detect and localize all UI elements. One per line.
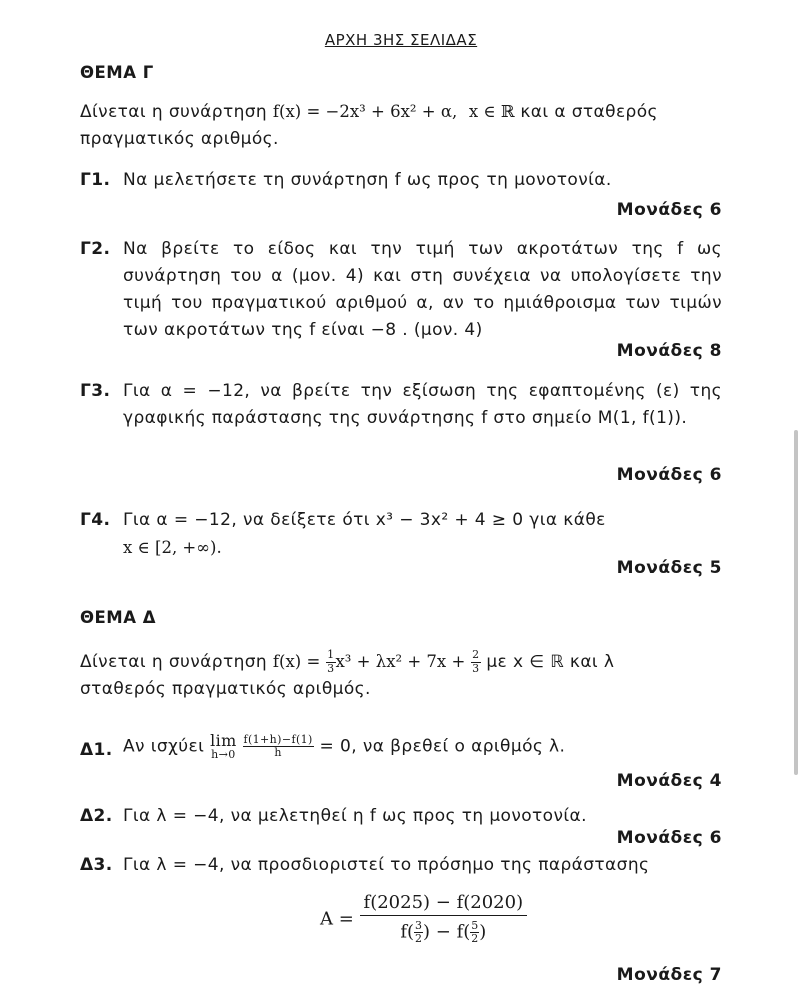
theme-d-title: ΘΕΜΑ Δ [80,608,157,627]
expr-denominator: f( $\frac{3}{2}$ ) − f( $\frac{5}{2}$ ) [400,918,487,945]
limit-symbol [210,733,237,760]
question-label: Δ3. [80,855,113,875]
question-text-b: x ∈ [2, +∞). [123,538,222,557]
question-label: Δ1. [80,740,113,760]
marks-g3: Μονάδες 6 [616,465,722,485]
expr-fraction [360,893,528,945]
question-text [123,733,722,761]
intro-text-c: σταθερός πραγματικός αριθμός. [80,679,371,699]
frac-num: f(1+h)−f(1) [243,732,313,746]
question-text-a: Για α = −12, να δείξετε ότι x³ − 3x² + 4 ≥ 0 για κάθε [123,510,606,530]
question-text [123,507,722,562]
frac-num: 3 [415,918,423,932]
fraction-three-halves [414,920,423,945]
frac-den: 3 [472,661,480,675]
question-label: Δ2. [80,806,113,826]
question-text: Για λ = −4, να προσδιοριστεί το πρόσημο της παράστασης [123,855,650,875]
marks-d2: Μονάδες 6 [616,828,722,848]
intro-text-b: και α σταθερός [520,102,658,122]
den-minus-f: − f [430,921,464,943]
lim-text: lim [210,731,237,750]
function-formula-a: f(x) = [272,652,321,671]
question-text: Να βρείτε το είδος και την τιμή των ακροτάτων της f ως συνάρτηση του α (μον. 4) και στη συνέχεια να υπολογίσετε την τιμή του πραγματικού αριθμού α, αν το ημιάθροισμα των τιμών των ακροτάτων της f είναι −8 . (μον. 4) [123,239,722,340]
question-label: Γ3. [80,381,111,401]
marks-g4: Μονάδες 5 [616,558,722,578]
domain-text: x ∈ ℝ [468,102,515,121]
theme-g-title: ΘΕΜΑ Γ [80,63,154,82]
question-g3 [80,378,722,432]
question-text: Για α = −12, να βρείτε την εξίσωση της εφαπτομένης (ε) της γραφικής παράστασης της συνάρτησης f στο σημείο M(1, f(1)). [123,381,722,428]
intro-text: Δίνεται η συνάρτηση [80,652,268,672]
marks-g2: Μονάδες 8 [616,341,722,361]
fraction-five-halves [470,920,479,945]
marks-g1: Μονάδες 6 [616,200,722,220]
question-d1 [80,733,722,761]
theme-d-intro [80,648,722,703]
question-g1 [80,167,722,194]
expr-lhs: A = [320,908,354,930]
fraction-two-thirds [471,649,480,674]
question-text-b: = 0, να βρεθεί ο αριθμός λ. [319,736,566,757]
marks-d3: Μονάδες 7 [616,965,722,985]
question-label: Γ1. [80,170,111,190]
question-d2 [80,803,722,830]
frac-den: 2 [415,931,423,945]
question-g4 [80,507,722,562]
question-text: Για λ = −4, να μελετηθεί η f ως προς τη μονοτονία. [123,806,587,826]
marks-d1: Μονάδες 4 [616,771,722,791]
frac-num: 2 [472,648,480,662]
expr-numerator: f(2025) − f(2020) [360,893,528,916]
frac-den: 3 [327,661,335,675]
intro-text-c: πραγματικός αριθμός. [80,129,279,149]
intro-text-b: με x ∈ ℝ και λ [486,652,615,672]
difference-quotient [243,734,314,759]
question-label: Γ4. [80,510,111,530]
lim-sub: h→0 [211,748,236,761]
question-text: Να μελετήσετε τη συνάρτηση f ως προς τη μονοτονία. [123,170,612,190]
question-g2 [80,236,722,344]
question-label: Γ2. [80,239,111,259]
question-text-a: Αν ισχύει [123,736,205,757]
den-f: f [400,921,407,943]
vertical-scrollbar[interactable] [794,430,798,775]
intro-text: Δίνεται η συνάρτηση [80,102,268,122]
expression-a [320,893,527,945]
frac-den: 2 [471,931,479,945]
function-formula: f(x) = −2x³ + 6x² + α, [272,102,458,121]
question-d3 [80,852,722,879]
frac-num: 5 [471,918,479,932]
frac-den: h [274,746,282,759]
theme-g-intro [80,98,722,153]
fraction-one-third [326,649,335,674]
frac-num: 1 [327,648,335,662]
page-header: ΑΡΧΗ 3ΗΣ ΣΕΛΙΔΑΣ [324,31,478,49]
function-formula-b: x³ + λx² + 7x + [335,652,466,671]
